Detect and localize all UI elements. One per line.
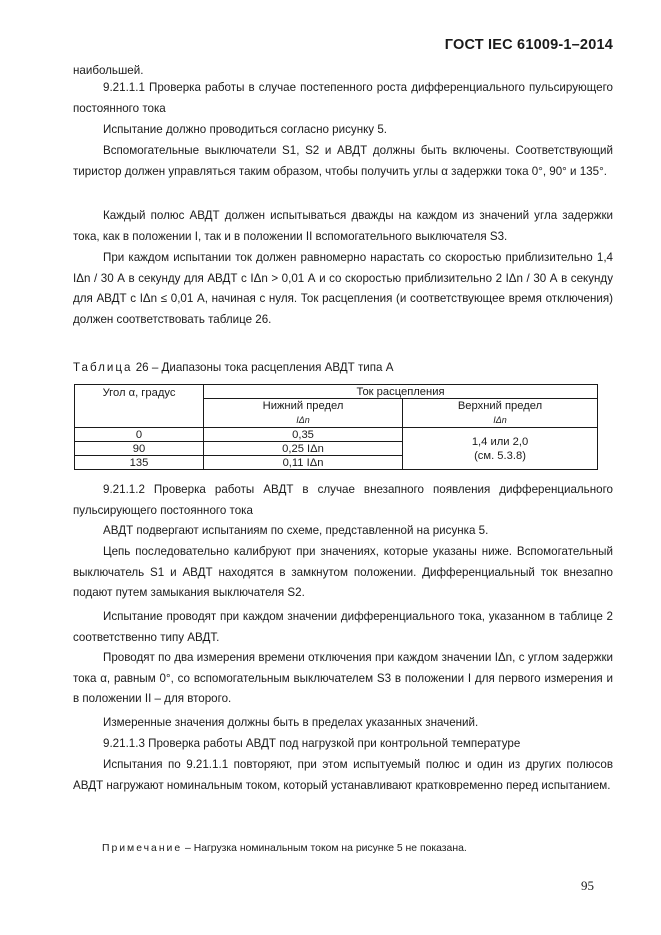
- paragraph-auxiliary-switches: [73, 141, 613, 182]
- cell-angle: 90: [75, 442, 204, 456]
- table-caption-label: Таблица: [73, 361, 133, 374]
- table-caption: [73, 361, 393, 374]
- col-header-upper-unit: IΔn: [493, 415, 507, 425]
- trip-current-table: [74, 384, 598, 470]
- col-header-lower-unit: IΔn: [296, 415, 310, 425]
- paragraph-test-figure: Испытание должно проводиться согласно рисунку 5.: [103, 123, 387, 136]
- p3-text: Вспомогательные выключатели S1, S2 и АВДТ должны быть включены. Соответствующий тиристор должен управляться таким образом, чтобы получить углы α задержки тока 0°, 90° и 135°.: [73, 144, 613, 178]
- note-text: – Нагрузка номинальным током на рисунке 5 не показана.: [185, 843, 467, 854]
- cell-lower: 0,11 IΔn: [204, 456, 403, 470]
- cell-lower: 0,25 IΔn: [204, 442, 403, 456]
- page-number: 95: [581, 878, 594, 893]
- col-header-lower-label: Нижний предел: [262, 400, 344, 412]
- section-9-21-1-2-heading: 9.21.1.2 Проверка работы АВДТ в случае внезапного появления дифференциального пульсирующего постоянного тока: [73, 483, 613, 517]
- cell-angle: 135: [75, 456, 204, 470]
- paragraph-load-test: Испытания по 9.21.1.1 повторяют, при этом испытуемый полюс и один из других полюсов АВДТ нагружают номинальным током, который устанавливают кратковременно перед испытанием.: [73, 758, 613, 792]
- col-header-trip-current: Ток расцепления: [204, 385, 598, 399]
- table-caption-text: 26 – Диапазоны тока расцепления АВДТ типа А: [135, 361, 394, 374]
- col-header-angle: Угол α, градус: [75, 385, 204, 428]
- paragraph-each-pole: Каждый полюс АВДТ должен испытываться дважды на каждом из значений угла задержки тока, как в положении I, так и в положении II вспомогательного выключателя S3.: [73, 209, 613, 243]
- paragraph-current-rise: При каждом испытании ток должен равномерно нарастать со скоростью приблизительно 1,4 IΔn / 30 А в секунду для АВДТ с IΔn > 0,01 А и со скоростью приблизительно 2 IΔn / 30 А в секунду для АВДТ с IΔn ≤ 0,01 А, начиная с нуля. Ток расцепления (и соответствующее время отключения) должен соответствовать таблице 26.: [73, 251, 613, 327]
- document-header: ГОСТ IEC 61009-1–2014: [444, 37, 613, 53]
- cell-angle: 0: [75, 428, 204, 442]
- col-header-upper-label: Верхний предел: [457, 400, 543, 412]
- paragraph-continuation: наибольшей.: [73, 64, 144, 77]
- paragraph-calibration: Цепь последовательно калибруют при значениях, которые указаны ниже. Вспомогательный выключатель S1 и АВДТ находятся в замкнутом положении. Дифференциальный ток внезапно подают путем замыкания выключателя S2.: [73, 545, 613, 600]
- col-header-upper: [403, 399, 598, 428]
- paragraph-test-scheme: АВДТ подвергают испытаниям по схеме, представленной на рисунка 5.: [103, 524, 489, 537]
- cell-upper: 1,4 или 2,0 (см. 5.3.8): [403, 428, 598, 470]
- note: [102, 843, 467, 854]
- paragraph-each-value: Испытание проводят при каждом значении дифференциального тока, указанном в таблице 2 соответственно типу АВДТ.: [73, 610, 613, 644]
- section-9-21-1-1-heading: 9.21.1.1 Проверка работы в случае постепенного роста дифференциального пульсирующего постоянного тока: [73, 81, 613, 115]
- note-label: Примечание: [102, 843, 183, 854]
- cell-lower: 0,35: [204, 428, 403, 442]
- col-header-lower: [204, 399, 403, 428]
- section-9-21-1-3-heading: 9.21.1.3 Проверка работы АВДТ под нагрузкой при контрольной температуре: [103, 737, 521, 750]
- paragraph-measured-values: Измеренные значения должны быть в пределах указанных значений.: [103, 716, 479, 729]
- paragraph-two-measurements: Проводят по два измерения времени отключения при каждом значении IΔn, с углом задержки тока α, равным 0°, со вспомогательным выключателем S3 в положении I для первого измерения и в положении II – для второго.: [73, 651, 613, 706]
- table-row: [75, 428, 598, 442]
